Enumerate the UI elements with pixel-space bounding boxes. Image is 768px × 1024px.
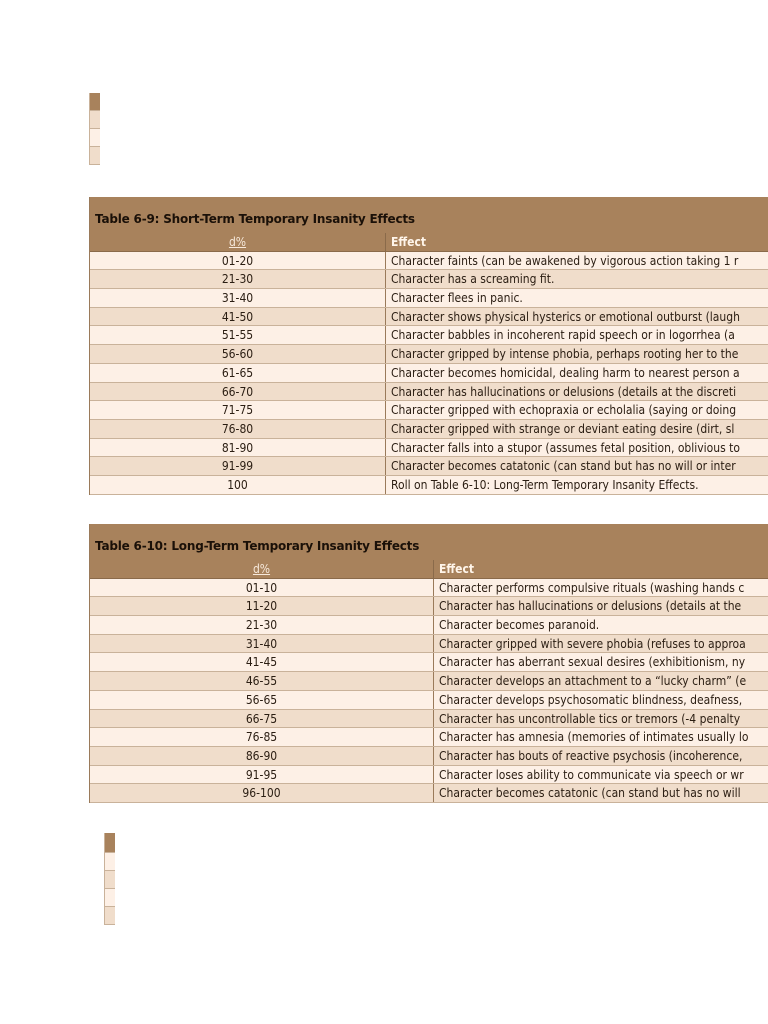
table-row — [90, 710, 768, 729]
table-row — [90, 672, 768, 691]
effect-cell: Character has aberrant sexual desires (exhibitionism, ny — [439, 655, 746, 670]
effect-cell: Character gripped by intense phobia, perhaps rooting her to the — [391, 347, 739, 362]
roll-range-cell: 21-30 — [90, 270, 386, 288]
long-term-insanity-table — [89, 524, 768, 803]
table-row — [90, 766, 768, 785]
table-row — [90, 270, 768, 289]
effect-cell: Character falls into a stupor (assumes fetal position, oblivious to — [391, 440, 741, 455]
table-row — [90, 784, 768, 803]
roll-range-cell: 66-75 — [90, 710, 434, 728]
effect-cell: Character has hallucinations or delusions (details at the discreti — [391, 384, 737, 399]
roll-range-cell: 61-65 — [90, 364, 386, 382]
table-header-row — [90, 233, 768, 252]
effect-cell: Character gripped with severe phobia (refuses to approa — [439, 636, 746, 651]
roll-range-cell: 31-40 — [90, 635, 434, 653]
table-body — [90, 252, 768, 495]
roll-range-cell: 56-65 — [90, 691, 434, 709]
table-row — [90, 252, 768, 271]
effect-cell: Character develops psychosomatic blindness, deafness, — [439, 692, 743, 707]
roll-range-cell: 86-90 — [90, 747, 434, 765]
roll-range-cell: 91-99 — [90, 457, 386, 475]
effect-cell: Character performs compulsive rituals (washing hands c — [439, 580, 745, 595]
roll-range-cell: 31-40 — [90, 289, 386, 307]
table-row — [90, 308, 768, 327]
roll-range-cell: 96-100 — [90, 784, 434, 802]
effect-cell: Character becomes paranoid. — [439, 618, 600, 633]
effect-cell: Character shows physical hysterics or emotional outburst (laugh — [391, 309, 740, 324]
cropped-table-stub-top — [89, 93, 100, 165]
table-row — [90, 476, 768, 495]
effect-cell: Character gripped with echopraxia or echolalia (saying or doing — [391, 403, 737, 418]
table-row — [90, 616, 768, 635]
table-header-row — [90, 560, 768, 579]
effect-cell: Character faints (can be awakened by vigorous action taking 1 r — [391, 253, 739, 268]
effect-cell: Character becomes catatonic (can stand but has no will or inter — [391, 459, 736, 474]
roll-range-cell: 91-95 — [90, 766, 434, 784]
stub-cell — [105, 853, 115, 871]
stub-cell — [90, 111, 100, 129]
stub-header-cell — [90, 93, 100, 111]
effect-cell: Character becomes homicidal, dealing harm to nearest person a — [391, 365, 740, 380]
table-row — [90, 597, 768, 616]
effect-cell: Character has a screaming fit. — [391, 272, 555, 287]
roll-range-cell: 11-20 — [90, 597, 434, 615]
effect-column-header: Effect — [391, 235, 427, 249]
effect-cell: Character flees in panic. — [391, 291, 523, 306]
roll-range-cell: 71-75 — [90, 401, 386, 419]
roll-range-cell: 01-20 — [90, 252, 386, 270]
table-row — [90, 728, 768, 747]
roll-column-header[interactable]: d% — [90, 233, 386, 251]
table-row — [90, 364, 768, 383]
roll-range-cell: 46-55 — [90, 672, 434, 690]
roll-range-cell: 100 — [90, 476, 386, 494]
stub-cell — [90, 147, 100, 165]
effect-cell: Character develops an attachment to a “lucky charm” (e — [439, 674, 747, 689]
table-row — [90, 579, 768, 598]
effect-cell: Character becomes catatonic (can stand but has no will — [439, 786, 741, 801]
table-row — [90, 401, 768, 420]
roll-range-cell: 76-85 — [90, 728, 434, 746]
roll-range-cell: 01-10 — [90, 579, 434, 597]
stub-cell — [105, 907, 115, 925]
roll-range-cell: 21-30 — [90, 616, 434, 634]
stub-cell — [105, 871, 115, 889]
stub-header-cell — [105, 833, 115, 853]
table-row — [90, 635, 768, 654]
effect-cell: Character has bouts of reactive psychosis (incoherence, — [439, 748, 743, 763]
table-row — [90, 383, 768, 402]
stub-cell — [90, 129, 100, 147]
table-row — [90, 420, 768, 439]
roll-range-cell: 76-80 — [90, 420, 386, 438]
effect-cell: Roll on Table 6-10: Long-Term Temporary Insanity Effects. — [391, 477, 699, 492]
table-row — [90, 747, 768, 766]
table-row — [90, 289, 768, 308]
effect-cell: Character has uncontrollable tics or tremors (-4 penalty — [439, 711, 741, 726]
table-row — [90, 439, 768, 458]
table-body — [90, 579, 768, 803]
short-term-insanity-table — [89, 197, 768, 495]
roll-range-cell: 66-70 — [90, 383, 386, 401]
effect-cell: Character gripped with strange or deviant eating desire (dirt, sl — [391, 421, 735, 436]
table-row — [90, 457, 768, 476]
table-row — [90, 345, 768, 364]
cropped-table-stub-bottom — [104, 833, 115, 925]
table-row — [90, 653, 768, 672]
table-title: Table 6-10: Long-Term Temporary Insanity Effects — [90, 524, 768, 560]
effect-cell: Character has hallucinations or delusions (details at the — [439, 599, 742, 614]
roll-column-header[interactable]: d% — [90, 560, 434, 578]
roll-range-cell: 56-60 — [90, 345, 386, 363]
table-title: Table 6-9: Short-Term Temporary Insanity Effects — [90, 197, 768, 233]
table-row — [90, 691, 768, 710]
stub-cell — [105, 889, 115, 907]
effect-cell: Character has amnesia (memories of intimates usually lo — [439, 730, 749, 745]
effect-cell: Character babbles in incoherent rapid speech or in logorrhea (a — [391, 328, 735, 343]
roll-range-cell: 81-90 — [90, 439, 386, 457]
roll-range-cell: 51-55 — [90, 326, 386, 344]
effect-cell: Character loses ability to communicate via speech or wr — [439, 767, 744, 782]
table-row — [90, 326, 768, 345]
effect-column-header: Effect — [439, 562, 475, 576]
roll-range-cell: 41-50 — [90, 308, 386, 326]
roll-range-cell: 41-45 — [90, 653, 434, 671]
